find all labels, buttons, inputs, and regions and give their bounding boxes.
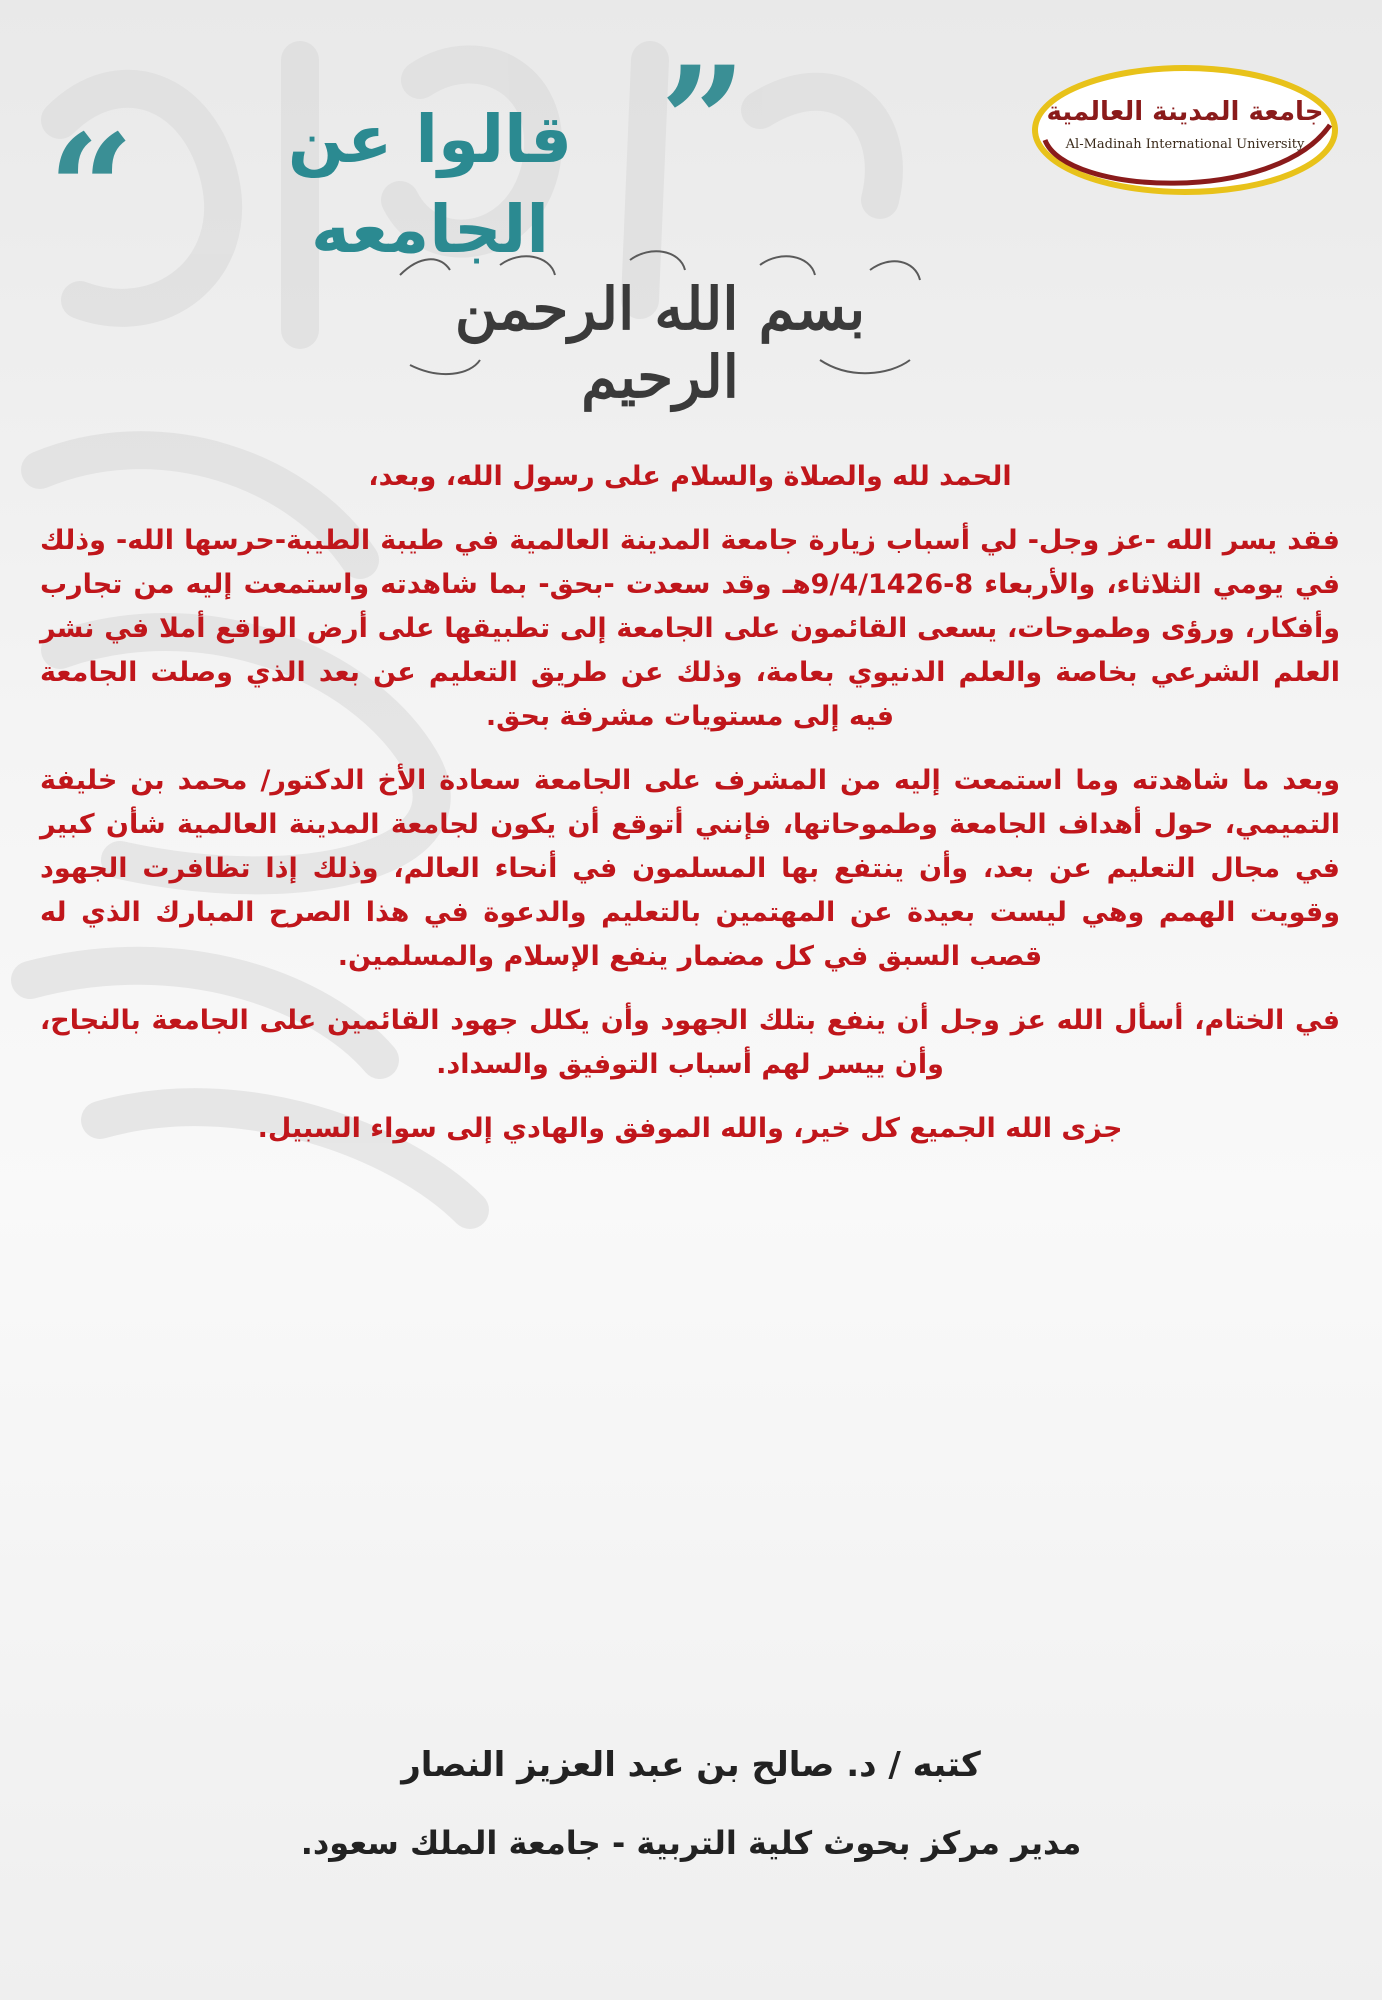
page-header	[40, 34, 760, 278]
visit-paragraph: فقد يسر الله -عز وجل- لي أسباب زيارة جامعة المدينة العالمية في طيبة الطيبة-حرسها الله- وذلك في يومي الثلاثاء، والأربعاء 8-9/4/1426هـ وقد سعدت -بحق- بما شاهدته واستمعت إليه من تجارب وأفكار، ورؤى وطموحات، يسعى القائمون على الجامعة إلى تطبيقها على أرض الواقع أملا في نشر العلم الشرعي بخاصة والعلم الدنيوي بعامة، وذلك عن طريق التعليم عن بعد الذي وصلت الجامعة فيه إلى مستويات مشرفة بحق.	[40, 525, 1341, 732]
closing-quote-mark: ”	[660, 34, 747, 210]
opening-quote-mark: “	[48, 102, 135, 278]
basmala-calligraphy	[380, 245, 940, 411]
logo-ring-icon	[1025, 55, 1345, 205]
testimonial-body	[40, 455, 1340, 1151]
greeting-paragraph: الحمد لله والصلاة والسلام على رسول الله، وبعد،	[368, 461, 1012, 492]
page-title: قالوا عن الجامعه	[287, 101, 573, 268]
closing-paragraph: في الختام، أسأل الله عز وجل أن ينفع بتلك الجهود وأن يكلل جهود القائمين على الجامعة بالنجاح، وأن ييسر لهم أسباب التوفيق والسداد.	[40, 1005, 1340, 1080]
author-title: مدير مركز بحوث كلية التربية - جامعة الملك سعود.	[300, 1824, 1082, 1862]
logo-english-name: Al-Madinah International University	[1065, 137, 1305, 152]
basmala-text: بسم الله الرحمن الرحيم	[454, 275, 866, 411]
signature-block	[100, 1735, 1282, 1873]
university-logo	[1025, 55, 1345, 205]
author-name: كتبه / د. صالح بن عبد العزيز النصار	[401, 1745, 981, 1785]
blessing-paragraph: جزى الله الجميع كل خير، والله الموفق والهادي إلى سواء السبيل.	[257, 1113, 1123, 1144]
logo-arabic-name: جامعة المدينة العالمية	[1046, 97, 1324, 127]
expectations-paragraph: وبعد ما شاهدته وما استمعت إليه من المشرف على الجامعة سعادة الأخ الدكتور/ محمد بن خليفة التميمي، حول أهداف الجامعة وطموحاتها، فإنني أتوقع أن يكون لجامعة المدينة العالمية شأن كبير في مجال التعليم عن بعد، وأن ينتفع بها المسلمون في أنحاء العالم، وذلك إذا تظافرت الجهود وقويت الهمم وهي ليست بعيدة عن المهتمين بالتعليم والدعوة في هذا الصرح المبارك الذي له قصب السبق في كل مضمار ينفع الإسلام والمسلمين.	[40, 765, 1340, 972]
